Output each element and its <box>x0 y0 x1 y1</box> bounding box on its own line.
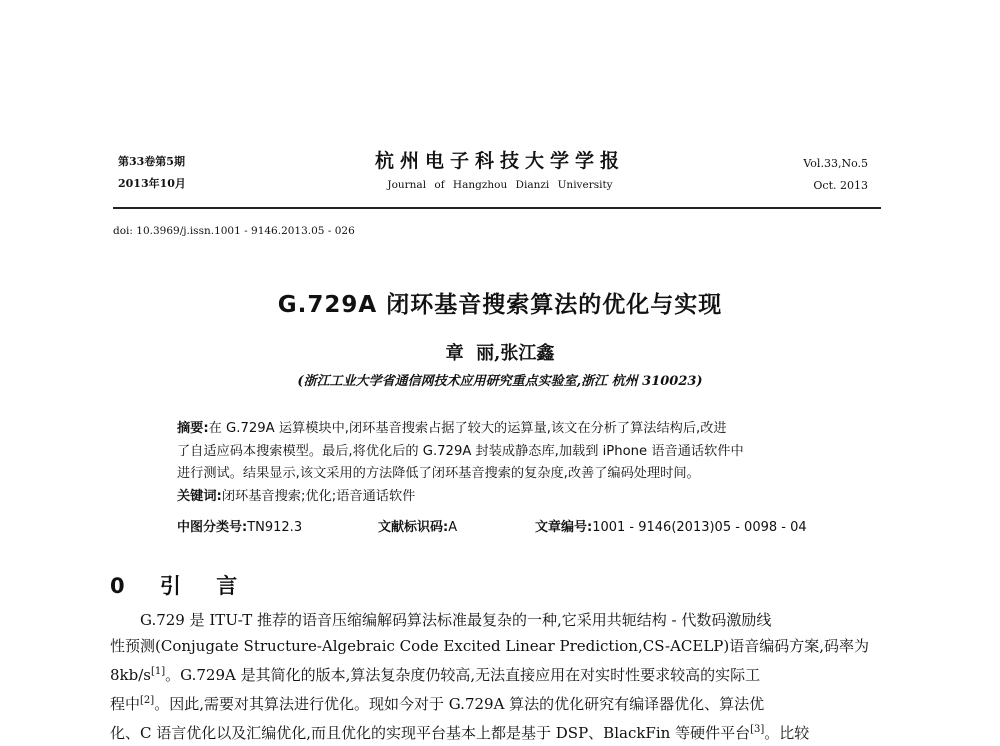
citation-1: [1] <box>151 666 166 677</box>
abstract-line-2: 了自适应码本搜索模型。最后,将优化后的 G.729A 封装成静态库,加载到 iPhone 语音通话软件中 <box>177 443 744 459</box>
document-code-value: A <box>448 520 458 535</box>
journal-name-en: Journal of Hangzhou Dianzi University <box>387 179 613 191</box>
article-number-value: 1001 - 9146(2013)05 - 0098 - 04 <box>592 520 807 535</box>
header-rule <box>113 207 881 209</box>
date-cn: 2013年10月 <box>118 177 186 190</box>
classification <box>177 516 302 535</box>
citation-2: [2] <box>140 695 155 706</box>
section-body <box>110 607 885 746</box>
abstract <box>177 418 817 508</box>
article-title: G.729A 闭环基音搜索算法的优化与实现 <box>277 292 723 318</box>
body-line-1: G.729 是 ITU-T 推荐的语音压缩编解码算法标准最复杂的一种,它采用共轭结构 - 代数码激励线 <box>140 611 772 629</box>
article-number-label: 文章编号: <box>535 520 593 535</box>
article-number <box>535 516 807 535</box>
classification-label: 中图分类号: <box>177 520 248 535</box>
classification-value: TN912.3 <box>247 520 303 535</box>
body-line-3: 8kb/s[1]。G.729A 是其简化的版本,算法复杂度仍较高,无法直接应用在对实时性要求较高的实际工 <box>110 666 761 684</box>
affiliation: (浙江工业大学省通信网技术应用研究重点实验室,浙江 杭州 310023) <box>297 374 703 389</box>
journal-issue-en <box>803 157 868 193</box>
document-code-label: 文献标识码: <box>378 520 449 535</box>
section-heading: 0 引 言 <box>110 574 252 598</box>
keywords-value: 闭环基音搜索;优化;语音通话软件 <box>221 488 416 504</box>
document-code <box>378 516 457 535</box>
abstract-label: 摘要: <box>177 421 209 436</box>
abstract-line-3: 进行测试。结果显示,该文采用的方法降低了闭环基音搜索的复杂度,改善了编码处理时间。 <box>177 466 700 481</box>
journal-name-cn: 杭州电子科技大学学报 <box>374 150 625 172</box>
body-line-4: 程中[2]。因此,需要对其算法进行优化。现如今对于 G.729A 算法的优化研究有编译器优化、算法优 <box>110 695 765 713</box>
citation-3: [3] <box>750 724 765 735</box>
abstract-line-1: 摘要:在 G.729A 运算模块中,闭环基音搜索占据了较大的运算量,该文在分析了算法结构后,改进 <box>177 421 727 436</box>
volume-en: Vol.33,No.5 <box>803 157 868 170</box>
keywords-label: 关键词: <box>177 488 222 504</box>
authors: 章 丽,张江鑫 <box>445 343 555 364</box>
body-line-2: 性预测(Conjugate Structure-Algebraic Code Excited Linear Prediction,CS-ACELP)语音编码方案,码率为 <box>110 637 870 655</box>
body-line-5: 化、C 语言优化以及汇编优化,而且优化的实现平台基本上都是基于 DSP、BlackFin 等硬件平台[3]。比较 <box>110 724 810 742</box>
date-en: Oct. 2013 <box>813 179 868 192</box>
keywords <box>177 486 817 509</box>
volume-cn: 第33卷第5期 <box>118 155 185 168</box>
doi: doi: 10.3969/j.issn.1001 - 9146.2013.05 - 026 <box>113 225 355 237</box>
